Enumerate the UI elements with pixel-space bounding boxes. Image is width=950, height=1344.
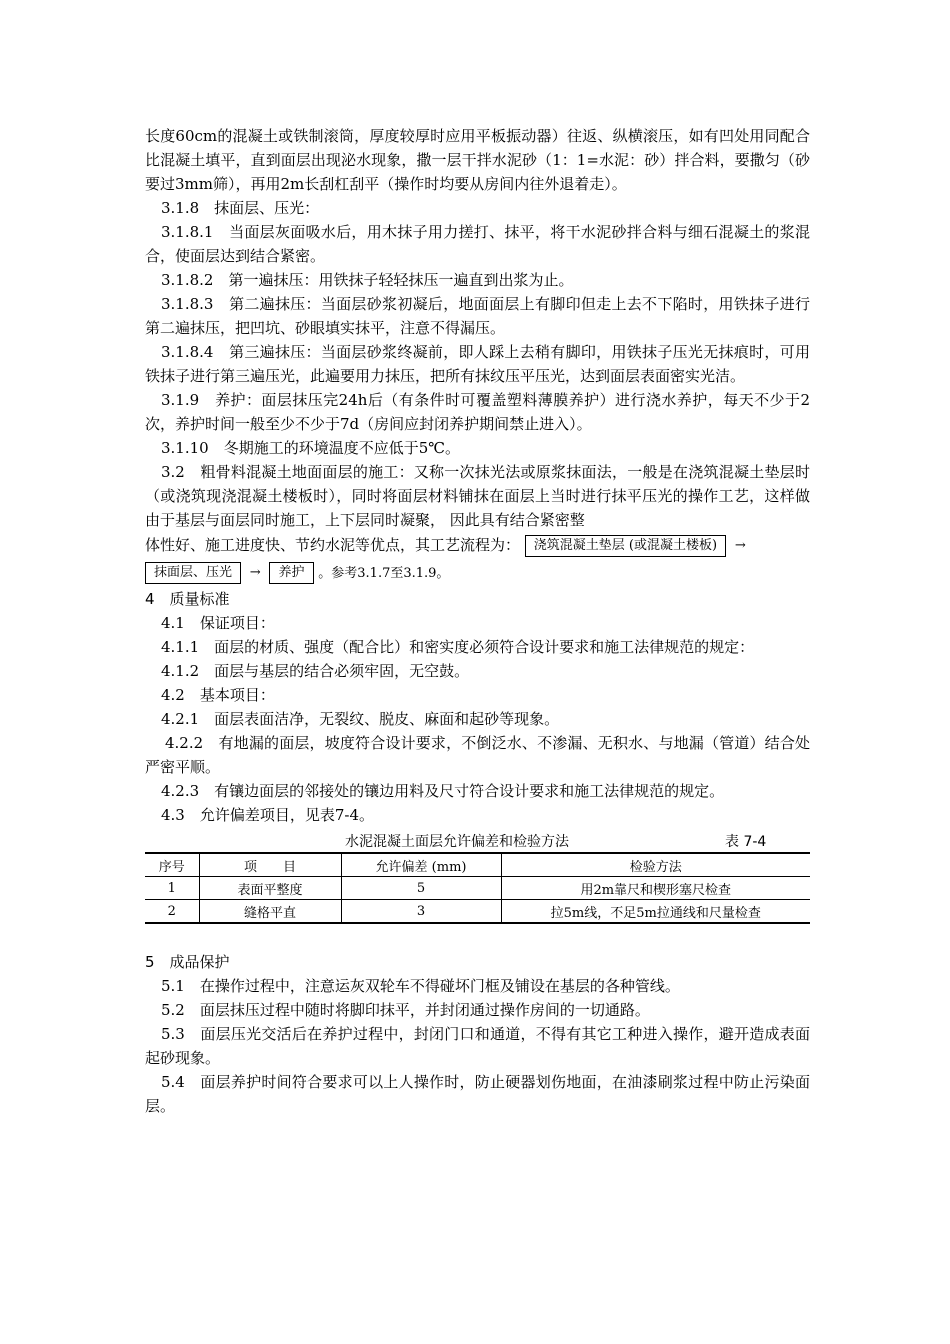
- item-4-2-1: 4.2.1 面层表面洁净，无裂纹、脱皮、麻面和起砂等现象。: [161, 710, 560, 728]
- tolerance-table: [145, 852, 810, 924]
- table-header-row: [145, 853, 810, 877]
- flow-arrow-icon: →: [734, 538, 746, 553]
- item-4-2-2: 4.2.2 有地漏的面层，坡度符合设计要求，不倒泛水、不渗漏、无积水、与地漏（管道）结合处严密平顺。: [145, 734, 810, 776]
- paragraph-3-1-8-1: 3.1.8.1 当面层灰面吸水后，用木抹子用力搓打、抹平，将干水泥砂拌合料与细石混凝土的浆混合，使面层达到结合紧密。: [145, 223, 810, 265]
- header-item: 项 目: [199, 853, 341, 877]
- table-title: 水泥混凝土面层允许偏差和检验方法: [345, 834, 569, 850]
- header-tolerance: 允许偏差 (mm): [341, 853, 501, 877]
- section-4-title: 4 质量标准: [145, 590, 230, 608]
- table-number: 表 7-4: [725, 834, 767, 850]
- table-caption: [145, 828, 810, 852]
- paragraph-3-1-10: 3.1.10 冬期施工的环境温度不应低于5℃。: [161, 439, 461, 457]
- document-page: [145, 124, 810, 1118]
- item-4-1-2: 4.1.2 面层与基层的结合必须牢固，无空鼓。: [161, 662, 470, 680]
- paragraph-continuation: 长度60cm的混凝土或铁制滚筒，厚度较厚时应用平板振动器）往返、纵横滚压，如有凹处用同配合比混凝土填平，直到面层出现泌水现象，撒一层干拌水泥砂（1：1=水泥：砂）拌合料，要撒匀（砂要过3mm筛），再用2m长刮杠刮平（操作时均要从房间内往外退着走）。: [145, 127, 810, 193]
- table-row: [145, 877, 810, 900]
- item-5-3: 5.3 面层压光交活后在养护过程中，封闭门口和通道，不得有其它工种进入操作，避开造成表面起砂现象。: [145, 1025, 810, 1067]
- process-flow-2: [145, 559, 810, 587]
- item-4-2: 4.2 基本项目：: [161, 686, 275, 704]
- item-4-1-1: 4.1.1 面层的材质、强度（配合比）和密实度必须符合设计要求和施工法律规范的规定：: [161, 638, 755, 656]
- section-5-title: 5 成品保护: [145, 953, 230, 971]
- paragraph-3-1-8: 3.1.8 抹面层、压光：: [161, 199, 320, 217]
- cell-tolerance: 5: [341, 877, 501, 900]
- paragraph-3-2: 3.2 粗骨料混凝土地面面层的施工：又称一次抹光法或原浆抹面法，一般是在浇筑混凝土垫层时（或浇筑现浇混凝土楼板时），同时将面层材料铺抹在面层上当时进行抹平压光的操作工艺，这样做由于基层与面层同时施工，上下层同时凝聚， 因此具有结合紧密整: [145, 463, 810, 529]
- cell-item: 缝格平直: [199, 900, 341, 924]
- table-row: [145, 900, 810, 924]
- item-4-1: 4.1 保证项目：: [161, 614, 275, 632]
- paragraph-3-1-8-4: 3.1.8.4 第三遍抹压：当面层砂浆终凝前，即人踩上去稍有脚印，用铁抹子压光无抹痕时，可用铁抹子进行第三遍压光，此遍要用力抹压，把所有抹纹压平压光，达到面层表面密实光洁。: [145, 343, 810, 385]
- paragraph-3-1-9: 3.1.9 养护：面层抹压完24h后（有条件时可覆盖塑料薄膜养护）进行浇水养护，每天不少于2次，养护时间一般至少不少于7d（房间应封闭养护期间禁止进入）。: [145, 391, 810, 433]
- cell-method: 拉5m线，不足5m拉通线和尺量检查: [501, 900, 810, 924]
- item-5-4: 5.4 面层养护时间符合要求可以上人操作时，防止硬器划伤地面，在油漆刷浆过程中防止污染面层。: [145, 1073, 810, 1115]
- header-method: 检验方法: [501, 853, 810, 877]
- process-flow: [145, 532, 810, 559]
- flow-lead-text: 体性好、施工进度快、节约水泥等优点，其工艺流程为：: [145, 536, 521, 554]
- flow-reference: 。参考3.1.7至3.1.9。: [318, 566, 450, 581]
- cell-tolerance: 3: [341, 900, 501, 924]
- paragraph-3-1-8-2: 3.1.8.2 第一遍抹压：用铁抹子轻轻抹压一遍直到出浆为止。: [161, 271, 574, 289]
- item-5-2: 5.2 面层抹压过程中随时将脚印抹平，并封闭通过操作房间的一切通路。: [161, 1001, 650, 1019]
- item-4-3: 4.3 允许偏差项目，见表7-4。: [161, 806, 375, 824]
- flow-step-trowel: 抹面层、压光: [145, 562, 241, 584]
- item-5-1: 5.1 在操作过程中，注意运灰双轮车不得碰坏门框及铺设在基层的各种管线。: [161, 977, 680, 995]
- header-index: 序号: [145, 853, 199, 877]
- cell-index: 2: [145, 900, 199, 924]
- cell-index: 1: [145, 877, 199, 900]
- flow-arrow-icon: →: [249, 565, 261, 580]
- flow-step-pour: 浇筑混凝土垫层 (或混凝土楼板): [525, 535, 726, 557]
- cell-item: 表面平整度: [199, 877, 341, 900]
- flow-step-cure: 养护: [269, 562, 313, 584]
- item-4-2-3: 4.2.3 有镶边面层的邻接处的镶边用料及尺寸符合设计要求和施工法律规范的规定。: [161, 782, 725, 800]
- cell-method: 用2m靠尺和楔形塞尺检查: [501, 877, 810, 900]
- paragraph-3-1-8-3: 3.1.8.3 第二遍抹压：当面层砂浆初凝后，地面面层上有脚印但走上去不下陷时，用铁抹子进行第二遍抹压，把凹坑、砂眼填实抹平，注意不得漏压。: [145, 295, 810, 337]
